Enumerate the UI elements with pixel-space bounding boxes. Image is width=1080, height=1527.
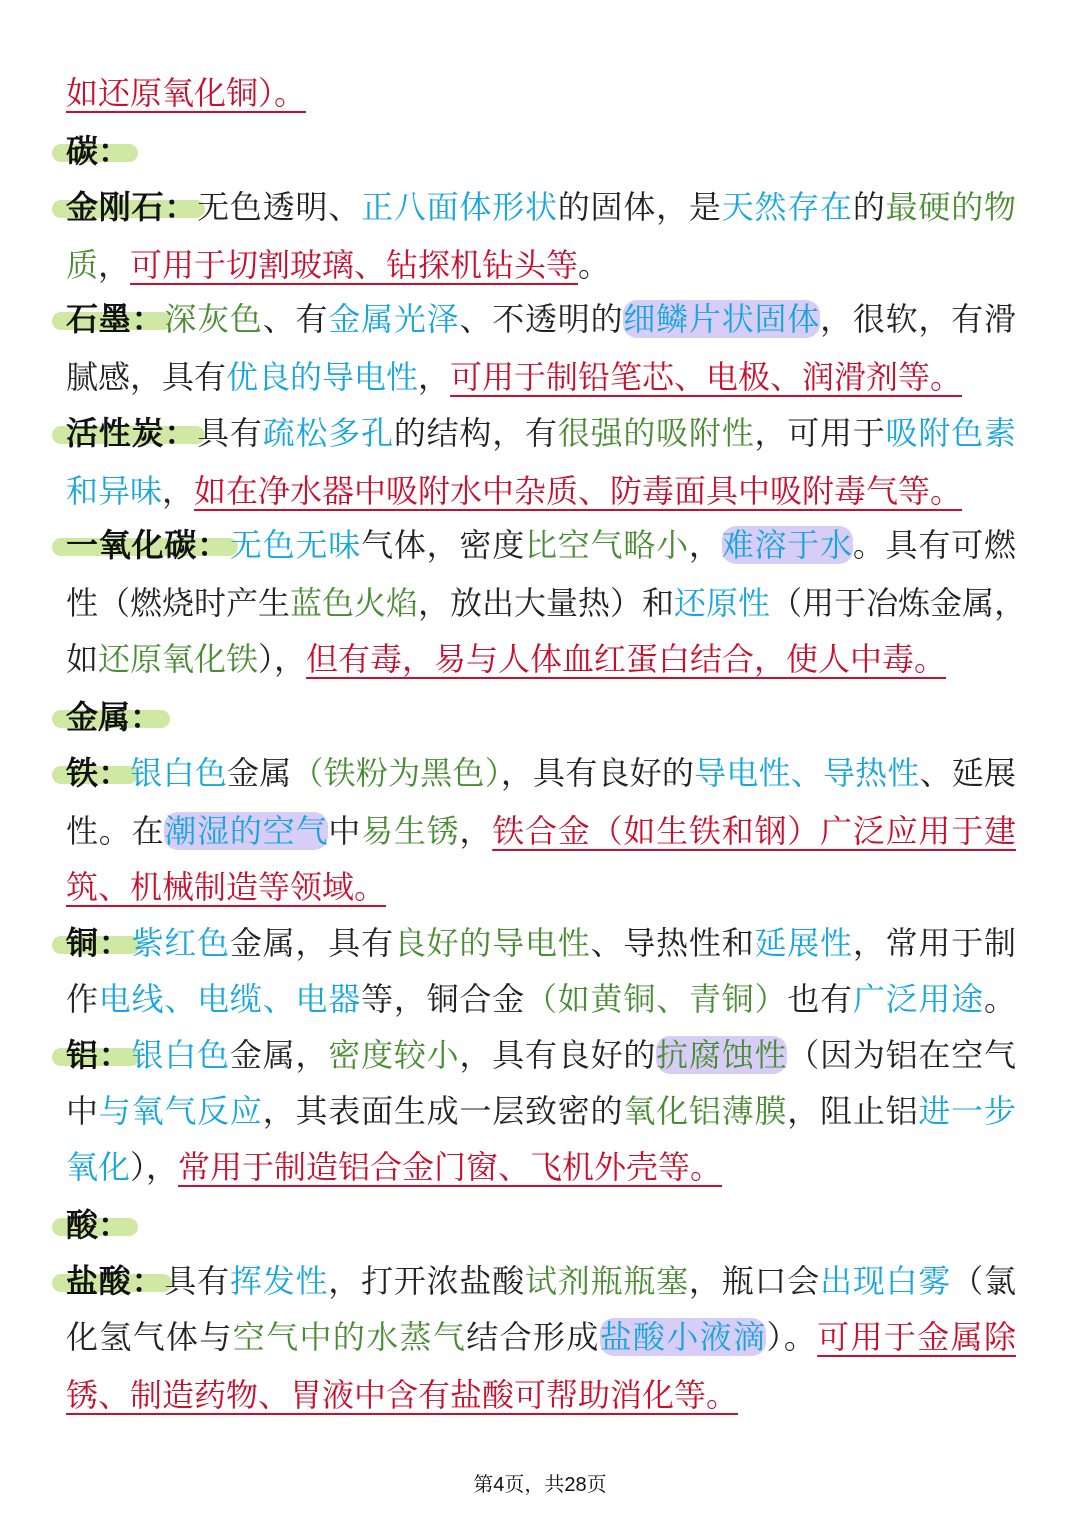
body-text: 气体，密度 xyxy=(361,526,525,564)
body-text: 作 xyxy=(66,980,99,1018)
key-term: 和异味 xyxy=(66,472,163,510)
body-text: 金属 xyxy=(227,754,292,792)
text-line xyxy=(66,350,1016,404)
key-term: 银白色 xyxy=(130,754,228,792)
body-text: 的固体，是 xyxy=(557,188,722,226)
body-text: 金属， xyxy=(229,1036,329,1074)
underlined-usage-text: 可用于切割玻璃、钻探机钻头等 xyxy=(130,246,579,284)
key-term: 疏松多孔 xyxy=(262,414,394,452)
key-term: 空气中的水蒸气 xyxy=(232,1318,467,1356)
key-term: 最硬的物 xyxy=(885,188,1016,226)
highlighted-term: 难溶于水 xyxy=(721,526,853,564)
key-term: （铁粉为黑色） xyxy=(291,754,501,792)
highlighted-term: 潮湿的空气 xyxy=(164,812,329,850)
body-text: ）， xyxy=(130,1148,179,1186)
key-term: 无色无味 xyxy=(229,526,362,564)
key-term: 正八面体形状 xyxy=(361,188,558,226)
text-line xyxy=(66,180,1016,234)
underlined-usage-text: 锈、制造药物、胃液中含有盐酸可帮助消化等。 xyxy=(66,1376,739,1414)
key-term: 良好的导电性 xyxy=(393,924,591,962)
body-text: 金属，具有 xyxy=(229,924,394,962)
section-keyword: 铝： xyxy=(66,1036,132,1074)
text-line xyxy=(66,1028,1016,1082)
body-text: ，可用于 xyxy=(754,414,886,452)
body-text: 化氢气体与 xyxy=(66,1318,233,1356)
text-line xyxy=(66,124,1016,178)
key-term: 氧化铝薄膜 xyxy=(623,1092,788,1130)
section-keyword: 酸： xyxy=(66,1206,131,1244)
section-keyword: 铜： xyxy=(66,924,132,962)
body-text: 中 xyxy=(328,812,362,850)
text-line xyxy=(66,464,1016,518)
section-keyword: 铁： xyxy=(66,754,131,792)
key-term: 比空气略小 xyxy=(524,526,689,564)
body-text: ，其表面生成一层致密的 xyxy=(262,1092,624,1130)
text-line xyxy=(66,1084,1016,1138)
text-line xyxy=(66,292,1016,346)
body-text: （氯 xyxy=(951,1262,1016,1300)
body-text: ，具有良好的 xyxy=(500,754,695,792)
body-text: ）， xyxy=(258,640,307,678)
text-line xyxy=(66,632,1016,686)
body-text: 具有 xyxy=(197,414,263,452)
text-line xyxy=(66,518,1016,572)
body-text: 、有 xyxy=(262,300,329,338)
body-text: ， xyxy=(688,526,722,564)
section-keyword: 一氧化碳： xyxy=(66,526,230,564)
text-line xyxy=(66,66,1016,120)
key-term: （如黄铜、青铜） xyxy=(524,980,788,1018)
key-term: 广泛用途 xyxy=(852,980,984,1018)
text-line xyxy=(66,972,1016,1026)
key-term: 导电性、导热性 xyxy=(694,754,920,792)
text-line xyxy=(66,746,1016,800)
key-term: 延展性 xyxy=(754,924,853,962)
section-keyword: 金刚石： xyxy=(66,188,198,226)
section-keyword: 金属： xyxy=(66,698,163,736)
body-text: 也有 xyxy=(787,980,853,1018)
key-term: 电线、电缆、电器 xyxy=(98,980,362,1018)
key-term: 很强的吸附性 xyxy=(557,414,755,452)
body-text: 结合形成 xyxy=(466,1318,600,1356)
body-text: 的 xyxy=(852,188,886,226)
key-term: 紫红色 xyxy=(131,924,230,962)
text-line xyxy=(66,1140,1016,1194)
section-keyword: 石墨： xyxy=(66,300,165,338)
body-text: 具有 xyxy=(164,1262,230,1300)
text-line xyxy=(66,238,1016,292)
underlined-usage-text: 铁合金（如生铁和钢）广泛应用于建 xyxy=(492,812,1016,850)
text-line xyxy=(66,804,1016,858)
highlighted-term: 盐酸小液滴 xyxy=(599,1318,767,1356)
key-term: 深灰色 xyxy=(164,300,263,338)
body-text: ）。 xyxy=(766,1318,818,1356)
body-text: ，放出大量热）和 xyxy=(418,584,675,622)
section-keyword: 活性炭： xyxy=(66,414,198,452)
key-term: 氧化 xyxy=(66,1148,131,1186)
key-term: 还原性 xyxy=(674,584,771,622)
body-text: 、不透明的 xyxy=(459,300,624,338)
key-term: 密度较小 xyxy=(328,1036,460,1074)
text-line xyxy=(66,690,1016,744)
body-text: （因为铝在空气 xyxy=(787,1036,1016,1074)
key-term: 天然存在 xyxy=(721,188,853,226)
body-text: ，阻止铝 xyxy=(787,1092,919,1130)
body-text: 等，铜合金 xyxy=(361,980,525,1018)
body-text: ，很软，有滑 xyxy=(820,300,1016,338)
section-keyword: 碳： xyxy=(66,132,131,170)
body-text: 、延展 xyxy=(919,754,1016,792)
page-footer: 第4页，共28页 xyxy=(473,1474,607,1496)
body-text: ， xyxy=(418,358,451,396)
text-line xyxy=(66,916,1016,970)
underlined-usage-text: 如还原氧化铜）。 xyxy=(66,74,307,112)
key-term: 金属光泽 xyxy=(328,300,460,338)
key-term: 质 xyxy=(66,246,99,284)
underlined-usage-text: 可用于金属除 xyxy=(817,1318,1016,1356)
text-line xyxy=(66,860,1016,914)
key-term: 与氧气反应 xyxy=(98,1092,263,1130)
body-text: 无色透明、 xyxy=(197,188,362,226)
key-term: 优良的导电性 xyxy=(226,358,419,396)
body-text: ， xyxy=(162,472,195,510)
body-text: 。具有可燃 xyxy=(852,526,1016,564)
key-term: 还原氧化铁 xyxy=(98,640,259,678)
body-text: ，瓶口会 xyxy=(688,1262,821,1300)
key-term: 试剂瓶瓶塞 xyxy=(525,1262,689,1300)
text-line xyxy=(66,1198,1016,1252)
body-text: ，常用于制 xyxy=(852,924,1016,962)
key-term: 银白色 xyxy=(131,1036,230,1074)
body-text: ， xyxy=(98,246,131,284)
body-text: 。 xyxy=(983,980,1016,1018)
body-text: ，打开浓盐酸 xyxy=(328,1262,525,1300)
text-line xyxy=(66,1310,1016,1364)
body-text: ，具有良好的 xyxy=(459,1036,657,1074)
body-text: 如 xyxy=(66,640,99,678)
key-term: 吸附色素 xyxy=(885,414,1016,452)
text-line xyxy=(66,576,1027,630)
body-text: 性。在 xyxy=(66,812,165,850)
body-text: 、导热性和 xyxy=(590,924,755,962)
underlined-usage-text: 但有毒，易与人体血红蛋白结合，使人中毒。 xyxy=(306,640,947,678)
key-term: 出现白雾 xyxy=(820,1262,952,1300)
body-text: 。 xyxy=(578,246,611,284)
text-line xyxy=(66,1368,1016,1422)
underlined-usage-text: 常用于制造铝合金门窗、飞机外壳等。 xyxy=(178,1148,723,1186)
key-term: 进一步 xyxy=(918,1092,1016,1130)
underlined-usage-text: 筑、机械制造等领域。 xyxy=(66,868,387,906)
text-line xyxy=(66,1254,1016,1308)
key-term: 蓝色火焰 xyxy=(290,584,419,622)
key-term: 挥发性 xyxy=(229,1262,329,1300)
body-text: 中 xyxy=(66,1092,99,1130)
section-keyword: 盐酸： xyxy=(66,1262,165,1300)
highlighted-term: 抗腐蚀性 xyxy=(656,1036,788,1074)
body-text: （用于冶炼金属， xyxy=(770,584,1027,622)
body-text: ， xyxy=(459,812,493,850)
body-text: 性（燃烧时产生 xyxy=(66,584,291,622)
body-text: 腻感，具有 xyxy=(66,358,227,396)
highlighted-term: 细鳞片状固体 xyxy=(623,300,821,338)
key-term: 易生锈 xyxy=(361,812,460,850)
body-text: 的结构，有 xyxy=(393,414,558,452)
text-line xyxy=(66,406,1016,460)
underlined-usage-text: 如在净水器中吸附水中杂质、防毒面具中吸附毒气等。 xyxy=(194,472,963,510)
underlined-usage-text: 可用于制铅笔芯、电极、润滑剂等。 xyxy=(450,358,963,396)
